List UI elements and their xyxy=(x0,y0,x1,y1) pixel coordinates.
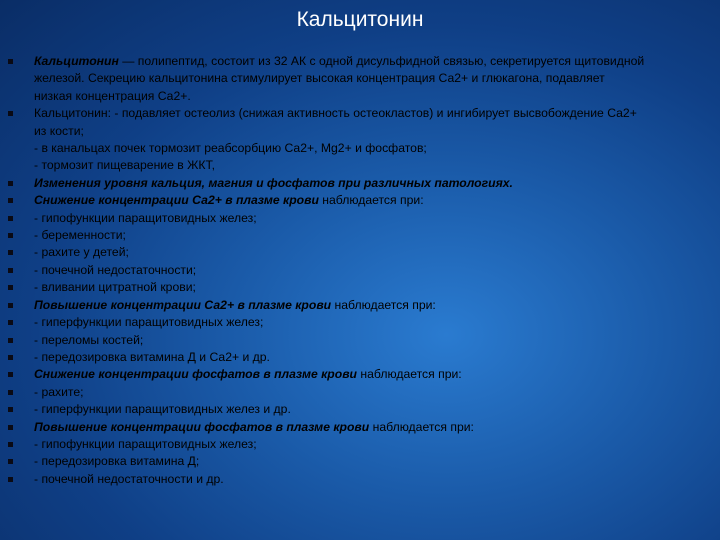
list-item-line xyxy=(8,384,712,401)
square-bullet-icon xyxy=(8,320,13,325)
slide-title: Кальцитонин xyxy=(296,8,424,31)
list-item-line xyxy=(8,192,712,209)
body-text: - гиперфункции паращитовидных желез и др. xyxy=(34,402,291,417)
body-text: наблюдается при: xyxy=(369,419,474,434)
square-bullet-icon xyxy=(8,216,13,221)
list-item-line xyxy=(8,453,712,470)
body-text: - рахите; xyxy=(34,384,84,399)
list-item-line xyxy=(8,244,712,261)
body-text: - переломы костей; xyxy=(34,332,144,347)
list-item-line xyxy=(8,471,712,488)
emphasized-text: Изменения уровня кальция, магния и фосфатов при различных патологиях. xyxy=(34,175,513,190)
square-bullet-icon xyxy=(8,285,13,290)
square-bullet-icon xyxy=(8,372,13,377)
square-bullet-icon xyxy=(8,459,13,464)
list-item-line xyxy=(8,157,712,174)
list-item-line xyxy=(8,105,712,122)
emphasized-text: Повышение концентрации фосфатов в плазме крови xyxy=(34,419,370,434)
body-text: - тормозит пищеварение в ЖКТ, xyxy=(34,158,215,173)
body-text: — полипептид, состоит из 32 АК с одной дисульфидной связью, секретируется щитовидной xyxy=(118,54,645,68)
body-text: - вливании цитратной крови; xyxy=(34,280,196,295)
square-bullet-icon xyxy=(8,338,13,343)
square-bullet-icon xyxy=(8,303,13,308)
square-bullet-icon xyxy=(8,355,13,360)
list-item-line xyxy=(8,70,712,87)
body-text: - передозировка витамина Д; xyxy=(34,454,200,469)
square-bullet-icon xyxy=(8,181,13,186)
list-item-line xyxy=(8,88,712,105)
list-item-line xyxy=(8,123,712,140)
list-item-line xyxy=(8,349,712,366)
body-text: - гиперфункции паращитовидных желез; xyxy=(34,315,264,330)
square-bullet-icon xyxy=(8,477,13,482)
emphasized-text: Кальцитонин xyxy=(34,54,119,68)
body-text: - почечной недостаточности; xyxy=(34,262,197,277)
square-bullet-icon xyxy=(8,198,13,203)
emphasized-text: Снижение концентрации фосфатов в плазме крови xyxy=(34,367,358,382)
body-text: - передозировка витамина Д и Са2+ и др. xyxy=(34,349,270,364)
body-text: - рахите у детей; xyxy=(34,245,129,260)
list-item-line xyxy=(8,53,712,70)
square-bullet-icon xyxy=(8,390,13,395)
square-bullet-icon xyxy=(8,407,13,412)
body-text: низкая концентрация Са2+. xyxy=(34,88,191,103)
list-item-line xyxy=(8,227,712,244)
body-text: наблюдается при: xyxy=(331,297,436,312)
body-text: железой. Секрецию кальцитонина стимулирует высокая концентрация Са2+ и глюкагона, подавляет xyxy=(34,71,605,86)
list-item-line xyxy=(8,140,712,157)
list-item-line xyxy=(8,332,712,349)
square-bullet-icon xyxy=(8,425,13,430)
body-text: - почечной недостаточности и др. xyxy=(34,471,224,486)
list-item-line xyxy=(8,419,712,436)
list-item-line xyxy=(8,175,712,192)
list-item-line xyxy=(8,366,712,383)
square-bullet-icon xyxy=(8,268,13,273)
list-item-line xyxy=(8,436,712,453)
list-item-line xyxy=(8,401,712,418)
square-bullet-icon xyxy=(8,250,13,255)
list-item-line xyxy=(8,279,712,296)
emphasized-text: Повышение концентрации Са2+ в плазме крови xyxy=(34,297,332,312)
square-bullet-icon xyxy=(8,442,13,447)
body-text: - в канальцах почек тормозит реабсорбцию Са2+, Mg2+ и фосфатов; xyxy=(34,141,427,156)
list-item-line xyxy=(8,262,712,279)
body-text: Кальцитонин: - подавляет остеолиз (снижая активность остеокластов) и ингибирует высвобождение Са2+ xyxy=(34,106,637,121)
square-bullet-icon xyxy=(8,59,13,64)
emphasized-text: Снижение концентрации Са2+ в плазме крови xyxy=(34,193,319,208)
body-text: наблюдается при: xyxy=(318,193,424,208)
square-bullet-icon xyxy=(8,111,13,116)
list-item-line xyxy=(8,297,712,314)
body-text: - беременности; xyxy=(34,228,126,243)
list-item-line xyxy=(8,210,712,227)
body-text: - гипофункции паращитовидных желез; xyxy=(34,436,257,451)
list-item-line xyxy=(8,314,712,331)
square-bullet-icon xyxy=(8,233,13,238)
body-text: наблюдается при: xyxy=(357,367,462,382)
body-text: - гипофункции паращитовидных желез; xyxy=(34,210,257,225)
body-text: из кости; xyxy=(34,123,84,138)
slide-content xyxy=(8,53,712,488)
